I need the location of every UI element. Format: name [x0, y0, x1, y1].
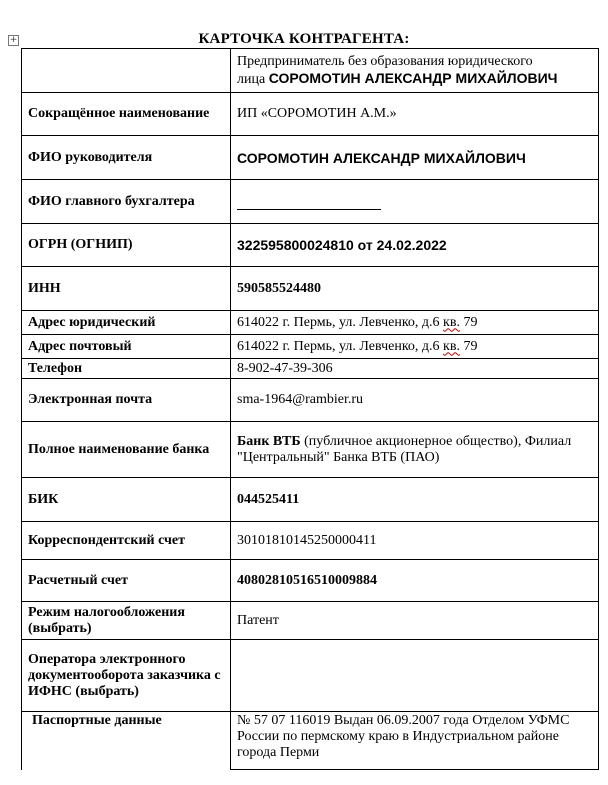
director-value: СОРОМОТИН АЛЕКСАНДР МИХАЙЛОВИЧ: [231, 136, 599, 180]
table-row: [22, 49, 599, 93]
row-label: Расчетный счет: [22, 560, 231, 602]
table-row: [22, 560, 599, 602]
table-row: [22, 379, 599, 422]
row-label: Адрес юридический: [22, 311, 231, 335]
entity-type-text: Предприниматель без образования юридического: [237, 53, 533, 69]
corr-account-value: 30101810145250000411: [231, 522, 599, 560]
address-number: 79: [459, 314, 478, 330]
row-label: БИК: [22, 478, 231, 522]
row-label: Полное наименование банка: [22, 422, 231, 478]
empty-label-cell: [22, 49, 231, 93]
address-number: 79: [459, 338, 478, 354]
account-value: 40802810516510009884: [231, 560, 599, 602]
entity-type-prefix: лица: [237, 71, 266, 87]
row-label: Оператора электронного документооборота заказчика с ИФНС (выбрать): [22, 640, 231, 712]
accountant-value-cell: [231, 180, 599, 224]
entity-type-cell: [231, 49, 599, 93]
table-row: [22, 602, 599, 640]
address-text: 614022 г. Пермь, ул. Левченко, д.6: [237, 338, 444, 354]
table-row: [22, 180, 599, 224]
table-row: [22, 136, 599, 180]
row-label: Корреспондентский счет: [22, 522, 231, 560]
row-label: Электронная почта: [22, 379, 231, 422]
address-kv: кв.: [443, 338, 460, 354]
legal-address-value: [231, 311, 599, 335]
bank-details: (публичное акционерное общество), Филиал "Центральный" Банка ВТБ (ПАО): [237, 433, 572, 465]
row-label: Паспортные данные: [22, 712, 231, 770]
table-row: [22, 311, 599, 335]
short-name-value: ИП «СОРОМОТИН А.М.»: [231, 93, 599, 136]
tax-regime-value: Патент: [231, 602, 599, 640]
row-label: Режим налогообложения (выбрать): [22, 602, 231, 640]
passport-value: № 57 07 116019 Выдан 06.09.2007 года Отделом УФМС России по пермскому краю в Индустриальном районе города Перми: [231, 712, 599, 770]
table-row: [22, 522, 599, 560]
row-label: Телефон: [22, 359, 231, 379]
page-title: КАРТОЧКА КОНТРАГЕНТА:: [198, 31, 410, 47]
row-label: ИНН: [22, 267, 231, 311]
email-value: sma-1964@rambier.ru: [231, 379, 599, 422]
entrepreneur-name: СОРОМОТИН АЛЕКСАНДР МИХАЙЛОВИЧ: [268, 69, 558, 86]
row-label: Адрес почтовый: [22, 335, 231, 359]
row-label: ФИО руководителя: [22, 136, 231, 180]
table-move-handle-icon[interactable]: +: [9, 35, 18, 45]
address-kv: кв.: [443, 314, 460, 330]
edo-operator-value: [231, 640, 599, 712]
bank-value: [231, 422, 599, 478]
table-row: [22, 478, 599, 522]
table-row: [22, 335, 599, 359]
postal-address-value: [231, 335, 599, 359]
table-row: [22, 359, 599, 379]
blank-line: [237, 195, 381, 210]
table-row: [22, 422, 599, 478]
table-row: [22, 640, 599, 712]
bank-name: Банк ВТБ: [237, 433, 301, 449]
row-label: ФИО главного бухгалтера: [22, 180, 231, 224]
counterparty-table: [21, 48, 599, 770]
row-label: Сокращённое наименование: [22, 93, 231, 136]
table-row: [22, 93, 599, 136]
table-row: [22, 267, 599, 311]
address-text: 614022 г. Пермь, ул. Левченко, д.6: [237, 314, 444, 330]
row-label: ОГРН (ОГНИП): [22, 224, 231, 267]
bik-value: 044525411: [231, 478, 599, 522]
table-row: [22, 224, 599, 267]
table-row: [22, 712, 599, 770]
ogrn-value: 322595800024810 от 24.02.2022: [231, 224, 599, 267]
inn-value: 590585524480: [231, 267, 599, 311]
phone-value: 8-902-47-39-306: [231, 359, 599, 379]
